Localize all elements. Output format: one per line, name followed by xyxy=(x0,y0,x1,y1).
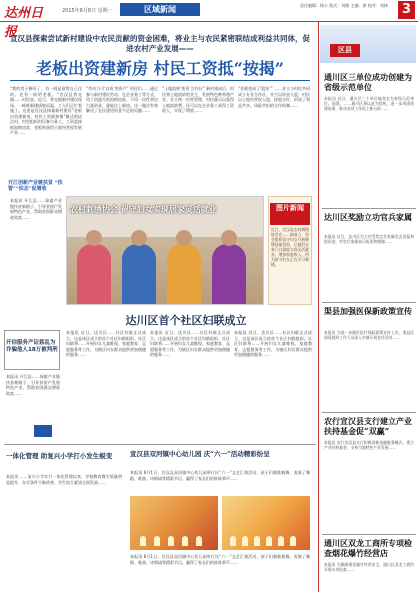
crowd-figure xyxy=(168,536,174,546)
crowd-figure xyxy=(278,536,284,546)
lead-kicker: 宣汉县探索尝试新村建设中农民贡献的资金困难，将业主与农民紧密联结成利益共同体，促进农村产业发展—— xyxy=(10,34,310,53)
section-tab: 区域新闻 xyxy=(120,3,200,16)
kindergarten-text: 本报讯 6月1日，宣汉县双河镇中心幼儿园举行庆“六一”文艺汇演活动，孩子们载歌载舞，表演了舞蹈、歌曲、诗朗诵等精彩节目，赢得了家长们的阵阵掌声…… xyxy=(130,470,310,481)
crowd-figure xyxy=(254,536,260,546)
right-item-4-text: 本报讯 农行宣汉县支行积极创新金融服务模式，建立产业扶持基金，支持当地特色产业发展…… xyxy=(324,440,414,450)
photo-news-badge: 图片新闻 xyxy=(270,203,310,225)
left-story-title: 开江创新产业链扶贫 “扶智”“扶志”促增收 xyxy=(8,180,63,192)
kindergarten-text-lower: 本报讯 6月1日，宣汉县双河镇中心幼儿园举行庆“六一”文艺汇演活动，孩子们载歌载舞，表演了舞蹈、歌曲、诗朗诵等精彩节目，赢得了家长们的阵阵掌声…… xyxy=(130,554,310,565)
lead-column-3: “土地流转‘变资’合作社” 新村建成后，村民将土地流转给业主，发展特色种养殖产业。业主统一经营管理，村民既可以获得土地流转费，还可以在企业务工获得工资收入，实现了增收…… xyxy=(162,86,234,113)
right-item-2-text: 本报讯 近日，达川区为立功受奖官兵家属送去喜报和慰问金，对官兵家属表示祝贺和感谢…… xyxy=(324,234,414,244)
right-item-2-title: 达川区奖励立功官兵家属 xyxy=(324,212,412,222)
photo-caption: 农村刺绣协会 留守妇女实现居家灵活就业 xyxy=(70,205,217,214)
photo-person xyxy=(167,244,201,304)
vote-title: 开信服务产证惩乱为 诈骗他人18万被判刑 xyxy=(6,340,58,353)
page-number: 3 xyxy=(398,1,415,19)
editor-credits: 责任编辑：杨小 版式：刘敏 主编：黄 校对：刘林 xyxy=(300,3,388,8)
photo-side-text: 近日，宣汉县农村刺绣协会在……镇成立，协会组织留守妇女开展刺绣技能培训，让她们在家门口就能实现灵活就业，增加家庭收入。图为留守妇女正在学习刺绣。 xyxy=(271,227,309,267)
newspaper-logo: 达州日报 xyxy=(4,6,44,40)
right-item-5-text: 本报讯 为确保烟花爆竹经营安全，通川区双龙工商所开展专项检查…… xyxy=(324,562,414,572)
right-separator xyxy=(322,302,416,303)
lead-column-2: “劳动力可‘以资’变资产” 村民们……通过参与新村建设劳动、在企业务工等方式，用工资逐月抵扣购房款，不用一次性拿出大笔资金，就能住上新房。这一做法有效解决了农民建房资金不足的问题…… xyxy=(86,86,158,113)
crowd-figure xyxy=(154,536,160,546)
stamp-icon xyxy=(34,425,52,437)
left-story-text: 本报讯 开江县……探索产业链扶贫新路子，引导贫困户发展特色产业，帮助贫困群众增收致富…… xyxy=(10,198,62,220)
left-lower-text: 本报讯 开江县……探索产业链扶贫新路子，引导贫困户发展特色产业，帮助贫困群众增收致富…… xyxy=(6,374,60,396)
right-item-1-title: 通川区三单位成功创建为省级示范单位 xyxy=(324,72,412,92)
right-item-5-title: 通川区双龙工商所专项检查烟花爆竹经营店 xyxy=(324,538,412,558)
kindergarten-photo-2 xyxy=(222,496,310,550)
right-item-3-text: 本报讯 为进一步做好医疗保险政策宣传工作，渠县医保局组织工作人员深入乡镇开展宣传活动…… xyxy=(324,330,414,340)
right-separator xyxy=(322,534,416,535)
photo-person xyxy=(122,244,156,304)
fulian-text-1: 本报讯 近日，达川区……社区妇联正式成立，这是该区成立的首个社区妇联组织。社区妇联将……开展妇女儿童维权、家庭教育、志愿服务等工作，为辖区妇女群众提供更加便捷的服务…… xyxy=(66,330,146,357)
fulian-text-3: 本报讯 近日，达川区……社区妇联正式成立，这是该区成立的首个社区妇联组织。社区妇联将……开展妇女儿童维权、家庭教育、志愿服务等工作，为辖区妇女群众提供更加便捷的服务…… xyxy=(234,330,312,357)
lead-column-1: “我的房子修好了，有一间是留给自己住的，还有一间给老板。”宣汉县普光镇……村民说。近日，普光镇新村建设现场，一栋栋新楼拔地而起，工人们正忙着施工。这里是宣汉县探索新村建设“老板出资建新房，村民工资抵按揭”模式的试点村。村里组织村民参与务工，工资直接抵扣购房款，老板则获得土地经营权发展产业…… xyxy=(10,86,82,135)
school-text: 本报讯 ……复兴小学实行一体化管理以来，学校教育教学质量明显提升，办学条件不断改善，学生综合素质全面发展…… xyxy=(6,474,122,485)
fulian-text-2: 本报讯 近日，达川区……社区妇联正式成立，这是该区成立的首个社区妇联组织。社区妇联将……开展妇女儿童维权、家庭教育、志愿服务等工作，为辖区妇女群众提供更加便捷的服务…… xyxy=(150,330,230,357)
lead-column-4: “老板变成了‘股东’” ……业主与村民共同成立专业合作社，业主以资金入股，村民以土地经营权入股，按股分红，形成了利益共享、风险共担的合作机制…… xyxy=(238,86,310,108)
section-rule xyxy=(4,444,316,445)
crowd-figure xyxy=(196,536,202,546)
photo-person xyxy=(212,244,246,304)
right-column-badge: 区县 xyxy=(330,44,360,57)
photo-person xyxy=(77,244,111,304)
fulian-title: 达川区首个社区妇联成立 xyxy=(125,314,247,327)
crowd-figure xyxy=(290,536,296,546)
right-item-1-text: 本报讯 近日，通川区三个单位被命名为省级示范单位。据悉，……通川区将以此为契机，进一步巩固创建成果，推动各项工作再上新台阶…… xyxy=(324,96,414,111)
right-separator xyxy=(322,208,416,209)
crowd-figure xyxy=(266,536,272,546)
lead-rule xyxy=(10,80,310,81)
right-separator xyxy=(322,412,416,413)
crowd-figure xyxy=(182,536,188,546)
issue-date: 2015年6月8日 星期一 xyxy=(62,8,113,14)
kindergarten-title: 宣汉县双河镇中心幼儿园 庆“六一”活动精彩纷呈 xyxy=(130,450,270,458)
right-item-4-title: 农行宣汉县支行建立产业扶持基金促“双赢” xyxy=(324,416,412,436)
right-item-3-title: 渠县加强医保新政策宣传 xyxy=(324,306,412,316)
kindergarten-photo-1 xyxy=(130,496,218,550)
crowd-figure xyxy=(230,536,236,546)
crowd-figure xyxy=(242,536,248,546)
lead-headline: 老板出资建新房 村民工资抵“按揭” xyxy=(36,59,284,78)
crowd-figure xyxy=(140,536,146,546)
school-title: 一体化管理 助复兴小学打小发生蜕变 xyxy=(6,452,113,460)
